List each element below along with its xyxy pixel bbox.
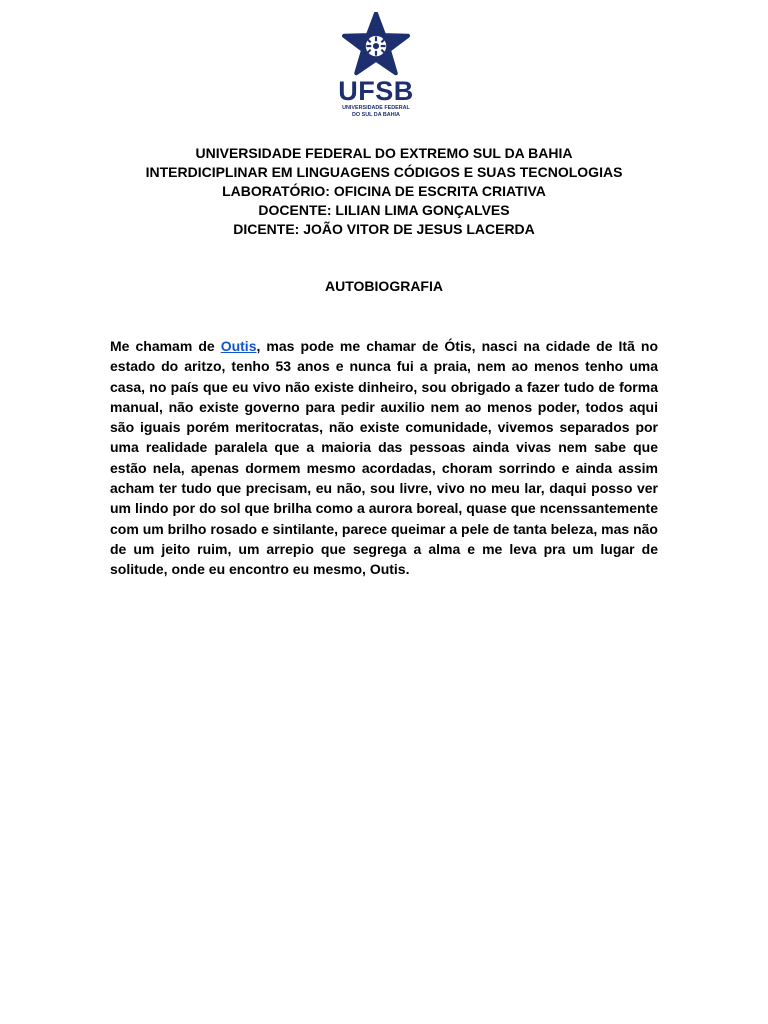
header-university: UNIVERSIDADE FEDERAL DO EXTREMO SUL DA BAHIA <box>195 145 573 161</box>
header-student: DICENTE: JOÃO VITOR DE JESUS LACERDA <box>233 221 535 237</box>
ufsb-star-emblem-icon <box>342 12 410 76</box>
body-intro-text: Me chamam de <box>110 338 221 354</box>
logo-acronym: UFSB <box>338 76 414 106</box>
document-header <box>0 144 768 239</box>
header-course: INTERDICIPLINAR EM LINGUAGENS CÓDIGOS E SUAS TECNOLOGIAS <box>145 164 623 180</box>
header-laboratory: LABORATÓRIO: OFICINA DE ESCRITA CRIATIVA <box>222 183 546 199</box>
logo-subname <box>334 105 418 119</box>
body-rest-text: , mas pode me chamar de Ótis, nasci na cidade de Itã no estado do aritzo, tenho 53 anos e nunca fui a praia, nem ao menos tenho uma casa, no país que eu vivo não existe dinheiro, sou obrigado a fazer tudo de forma manual, não existe governo para pedir auxilio nem ao menos poder, todos aqui são iguais porém meritocratas, não existe comunidade, vivemos separados por uma realidade paralela que a maioria das pessoas ainda vivas nem sabe que estão nela, apenas dormem mesmo acordadas, choram sorrindo e ainda assim acham ter tudo que precisam, eu não, sou livre, vivo no meu lar, daqui posso ver um lindo por do sol que brilha como a aurora boreal, quase que ncenssantemente com um brilho rosado e sintilante, parece queimar a pele de tanta beleza, mas não de um jeito ruim, um arrepio que segrega a alma e me leva pra um lugar de solitude, onde eu encontro eu mesmo, Outis. <box>110 338 659 578</box>
document-title: AUTOBIOGRAFIA <box>325 278 443 294</box>
ufsb-logo <box>334 12 420 120</box>
outis-link[interactable]: Outis <box>220 338 257 354</box>
logo-subname-line-2: DO SUL DA BAHIA <box>352 112 400 118</box>
header-teacher: DOCENTE: LILIAN LIMA GONÇALVES <box>258 202 510 218</box>
body-paragraph <box>110 336 658 580</box>
logo-subname-line-1: UNIVERSIDADE FEDERAL <box>342 105 410 111</box>
